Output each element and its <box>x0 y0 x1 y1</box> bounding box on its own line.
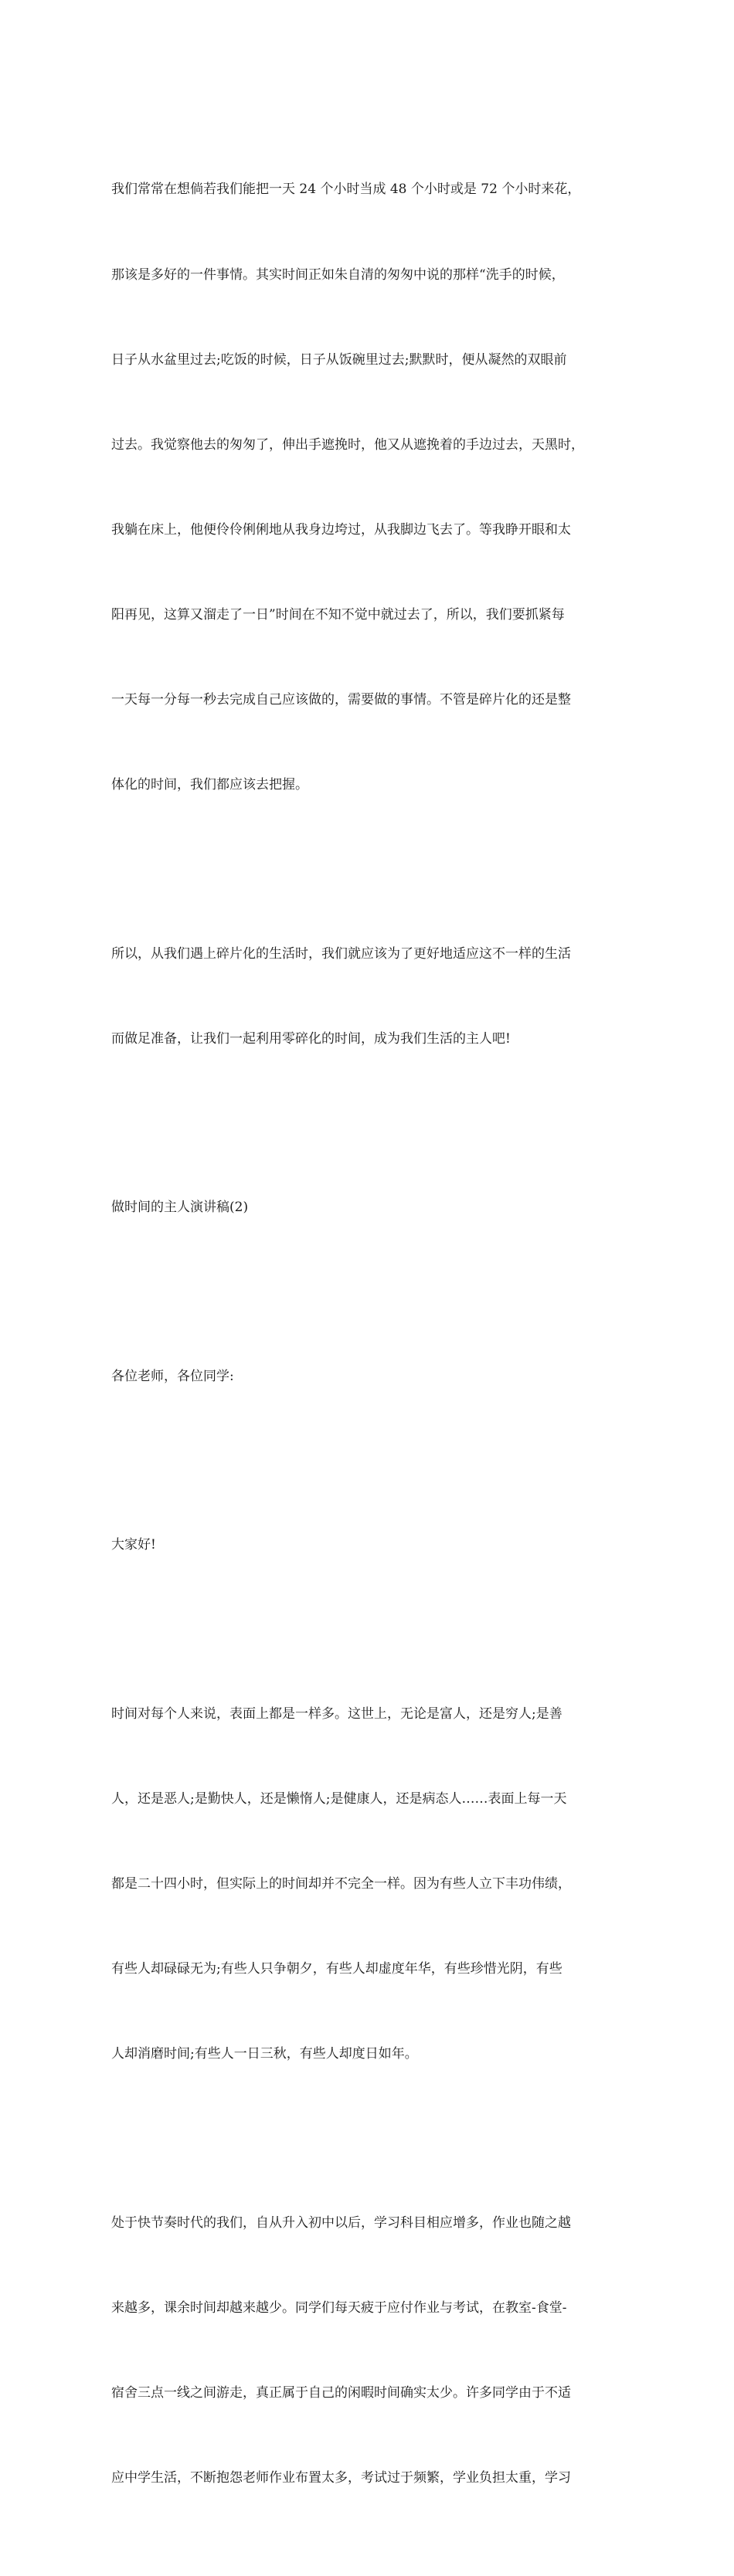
text-line: 那该是多好的一件事情。其实时间正如朱自清的匆匆中说的那样“洗手的时候， <box>111 266 565 283</box>
text-line: 阳再见，这算又溜走了一日”时间在不知不觉中就过去了，所以，我们要抓紧每 <box>111 606 565 623</box>
document-body <box>111 119 624 2576</box>
text-line: 宿舍三点一线之间游走，真正属于自己的闲暇时间确实太少。许多同学由于不适 <box>111 2385 571 2401</box>
paragraph-time-equality <box>111 1643 624 2125</box>
paragraph-time-metaphor <box>111 119 624 856</box>
text-line: 日子从水盆里过去;吃饭的时候，日子从饭碗里过去;默默时，便从凝然的双眼前 <box>111 351 567 368</box>
text-line: 应中学生活，不断抱怨老师作业布置太多，考试过于频繁，学业负担太重，学习 <box>111 2470 571 2486</box>
greeting <box>111 1475 624 1617</box>
text-line: 体化的时间，我们都应该去把握。 <box>111 777 308 793</box>
paragraph-conclusion <box>111 883 624 1110</box>
text-line: 有些人却碌碌无为;有些人只争朝夕，有些人却虚度年华，有些珍惜光阴，有些 <box>111 1961 562 1977</box>
speech-title <box>111 1137 624 1279</box>
text-line: 而做足准备，让我们一起利用零碎化的时间，成为我们生活的主人吧! <box>111 1030 511 1047</box>
text-line: 我躺在床上，他便伶伶俐俐地从我身边垮过，从我脚边飞去了。等我睁开眼和太 <box>111 521 571 538</box>
text-line: 各位老师，各位同学: <box>111 1368 234 1384</box>
paragraph-school-life <box>111 2152 624 2549</box>
text-line: 处于快节奏时代的我们，自从升入初中以后，学习科目相应增多，作业也随之越 <box>111 2215 571 2231</box>
text-line: 大家好! <box>111 1537 156 1553</box>
text-line: 一天每一分每一秒去完成自己应该做的，需要做的事情。不管是碎片化的还是整 <box>111 692 571 708</box>
text-line: 人，还是恶人;是勤快人，还是懒惰人;是健康人，还是病态人……表面上每一天 <box>111 1790 567 1807</box>
text-line: 人却消磨时间;有些人一日三秋，有些人却度日如年。 <box>111 2046 418 2062</box>
text-line: 我们常常在想倘若我们能把一天 24 个小时当成 48 个小时或是 72 个小时来花， <box>111 182 581 198</box>
text-line: 过去。我觉察他去的匆匆了，伸出手遮挽时，他又从遮挽着的手边过去，天黑时， <box>111 436 584 453</box>
text-line: 时间对每个人来说，表面上都是一样多。这世上，无论是富人，还是穷人;是善 <box>111 1705 562 1722</box>
salutation <box>111 1305 624 1448</box>
text-line: 来越多，课余时间却越来越少。同学们每天疲于应付作业与考试，在教室-食堂- <box>111 2299 567 2316</box>
text-line: 都是二十四小时，但实际上的时间却并不完全一样。因为有些人立下丰功伟绩， <box>111 1876 571 1892</box>
text-line: 做时间的主人演讲稿(2) <box>111 1200 249 1216</box>
text-line: 所以，从我们遇上碎片化的生活时，我们就应该为了更好地适应这不一样的生活 <box>111 945 571 962</box>
